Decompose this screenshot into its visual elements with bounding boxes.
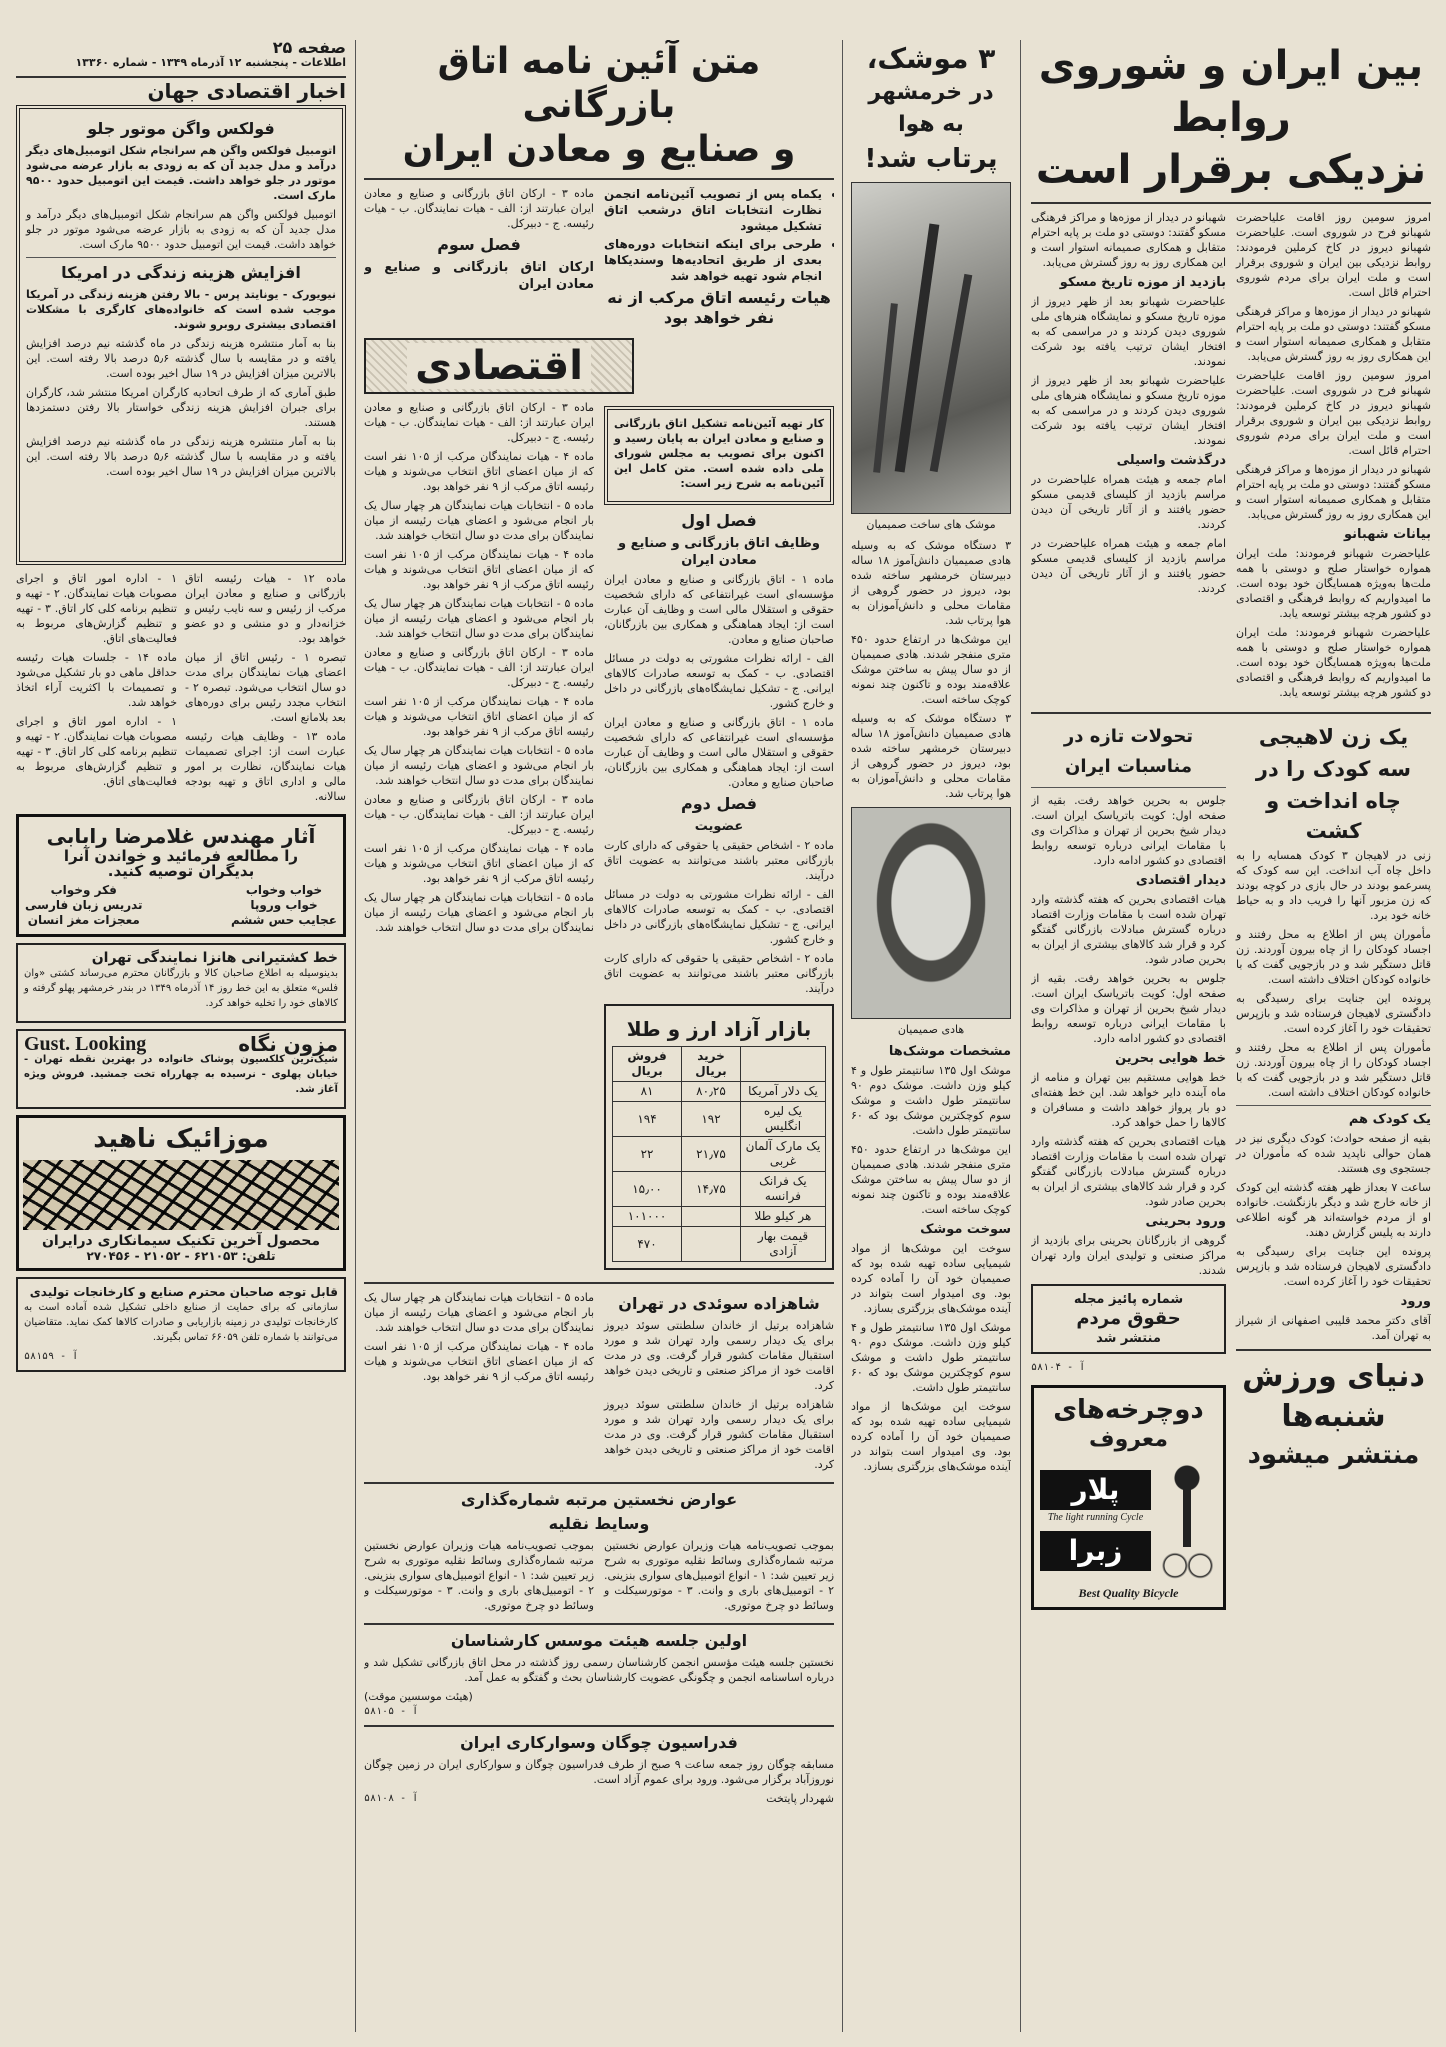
code-2: آ - ۵۸۱۰۵ <box>364 1706 419 1717</box>
market-sell: ۴۷۰ <box>613 1227 682 1262</box>
rockets-photo <box>851 182 1011 514</box>
rockets-sub-1: مشخصات موشک‌ها <box>888 1044 1011 1059</box>
market-item: یک مارک آلمان غربی <box>740 1137 825 1172</box>
polo-headline: فدراسیون چوگان وسوارکاری ایران <box>460 1733 738 1752</box>
experts-signature: (هیئت موسسین موقت) <box>364 1690 473 1703</box>
chamber-cont-body-3: تبصره ۱ - رئیس اتاق از میان اعضای هیات نمایندگان برای مدت دو سال انتخاب می‌شود. تبصره ۲ - انتخاب مجدد رئیس برای دوره‌های بعد بلامانع است. <box>185 651 346 724</box>
chamber-cont-body-2: ماده ۱۲ - هیات رئیسه اتاق بازرگانی و صنایع و معادن ایران مرکب از رئیس و سه نایب رئیس و خزانه‌دار و دو منشی و دو عضو خواهد بود. <box>185 572 346 645</box>
gust-ad <box>16 1029 346 1109</box>
iran-ussr-headline-1: بین ایران و شوروی روابط <box>1038 43 1424 141</box>
iran-ussr-sub-3: بیانات شهبانو <box>1343 527 1431 542</box>
iran-ussr-body-4: امام جمعه و هیئت همراه علیاحضرت در مراسم بازدید از کلیسای قدیمی مسکو حضور یافتند و از آثار تاریخی آن دیدن کردند. <box>1031 473 1226 531</box>
developments-body-2b: هیات اقتصادی بحرین که هفته گذشته وارد تهران شده است با مقامات وزارت اقتصاد درباره گسترش مبادلات بازرگانی گفتگو کرد و قرار شد کالاهای بیشتری از ایران به بحرین صادر شود. <box>1031 1135 1226 1208</box>
table-row <box>613 1082 826 1102</box>
chamber-chapter-2-title: عضویت <box>694 819 744 834</box>
iran-ussr-body-4b: امام جمعه و هیئت همراه علیاحضرت در مراسم بازدید از کلیسای قدیمی مسکو حضور یافتند و از آثار تاریخی آن دیدن کردند. <box>1031 537 1226 595</box>
developments-body-2: هیات اقتصادی بحرین که هفته گذشته وارد تهران شده است با مقامات وزارت اقتصاد درباره گسترش مبادلات بازرگانی گفتگو کرد و قرار شد کالاهای بیشتری از ایران به بحرین صادر شود. <box>1031 893 1226 966</box>
nahid-title: موزائیک ناهید <box>93 1124 269 1154</box>
brand-2: زبرا <box>1040 1531 1151 1571</box>
chamber-body-5e: ماده ۴ - هیات نمایندگان مرکب از ۱۰۵ نفر است که از میان اعضای اتاق انتخاب می‌شوند و هیات رئیسه اتاق مرکب از ۹ نفر خواهد بود. <box>364 1340 595 1383</box>
chamber-intro-box <box>604 406 834 505</box>
chamber-body-6e: ماده ۵ - انتخابات هیات نمایندگان هر چهار سال یک بار انجام می‌شود و اعضای هیات رئیسه از میان نمایندگان برای مدت دو سال انتخاب خواهند شد. <box>364 1291 594 1334</box>
registration-body-b: بموجب تصویب‌نامه هیات وزیران عوارض نخستین مرتبه شماره‌گذاری وسائط نقلیه موتوری به شرح زیر تعیین شد: ۱ - انواع اتومبیل‌های سواری بنزینی. ۲ - اتومبیل‌های باری و وانت. ۳ - موتورسیکلت و وسائط دو چرخ موتوری. <box>364 1539 594 1612</box>
lahijan-body-2: مأموران پس از اطلاع به محل رفتند و اجساد کودکان را از چاه بیرون آوردند. زن قاتل دستگیر شد و در بازجویی گفت که با خانواده کودکان اختلاف داشته است. <box>1236 928 1431 986</box>
chamber-body-5d: ماده ۴ - هیات نمایندگان مرکب از ۱۰۵ نفر است که از میان اعضای اتاق انتخاب می‌شوند و هیات رئیسه اتاق مرکب از ۹ نفر خواهد بود. <box>364 842 595 885</box>
hanzla-headline: خط کشتیرانی هانزا نمایندگی تهران <box>91 950 338 966</box>
registration-headline-1: عوارض نخستین مرتبه شماره‌گذاری <box>460 1490 738 1509</box>
sports-line-2: شنبه‌ها <box>1281 1399 1386 1434</box>
rockets-headline-2: در خرمشهر <box>868 80 994 105</box>
chamber-bullet: • طرحی برای اینکه انتخابات دوره‌های بعدی از طریق اتحادیه‌ها وسندیکاها انجام شود تهیه خواهد شد <box>604 236 822 284</box>
prince-body: شاهزاده برتیل از خاندان سلطنتی سوئد دیروز برای یک دیدار رسمی وارد تهران شد و مورد استقبال مقامات کشور قرار گرفت. وی در مدت اقامت خود از مراکز صنعتی و تاریخی دیدن خواهد کرد. <box>604 1319 834 1392</box>
lahijan-body-4: بقیه از صفحه حوادث: کودک دیگری نیز در همان حوالی ناپدید شده که مأموران در جستجوی وی هستند. <box>1236 1132 1431 1175</box>
lahijan-body-1: زنی در لاهیجان ۳ کودک همسایه را به داخل چاه آب انداخت. این سه کودک که پسرعمو بودند در حال بازی در کوچه بودند که زن مزبور آنها را فریب داد و به حیاط خانه خود برد. <box>1236 849 1431 922</box>
lahijan-body-3b: پرونده این جنایت برای رسیدگی به دادگستری لاهیجان فرستاده شد و بازپرس تحقیقات خود را آغاز کرده است. <box>1236 1245 1431 1288</box>
hanzla-body: بدینوسیله به اطلاع صاحبان کالا و بازرگانان محترم می‌رساند کشتی «وان فلس» متعلق به این خط روز ۱۴ آذرماه ۱۳۴۹ در بندر خرمشهر پهلو گرفته و کالاهای خود را تخلیه خواهد کرد. <box>24 968 339 1009</box>
iran-ussr-body-2b: شهبانو در دیدار از موزه‌ها و مراکز فرهنگی مسکو گفتند: دوستی دو ملت بر پایه احترام متقابل و همکاری صمیمانه استوار است و این همکاری روز به روز گسترش می‌یابد. <box>1236 463 1431 521</box>
developments-sub-2: خط هوایی بحرین <box>1115 1051 1226 1066</box>
rockets-body-3: موشک اول ۱۳۵ سانتیمتر طول و ۴ کیلو وزن داشت. موشک دوم ۹۰ سانتیمتر طول داشت و موشک سوم کوچکترین موشک بود که ۶۰ سانتیمتر طول داشت. <box>851 1064 1011 1137</box>
gust-body: شیک‌ترین کلکسیون پوشاک خانواده در بهترین نقطه تهران - خیابان پهلوی - نرسیده به چهارراه تخت جمشید. فروش ویژه آغاز شد. <box>24 1054 338 1095</box>
iran-ussr-body-2: شهبانو در دیدار از موزه‌ها و مراکز فرهنگی مسکو گفتند: دوستی دو ملت بر پایه احترام متقابل و همکاری صمیمانه استوار است و این همکاری روز به روز گسترش می‌یابد. <box>1236 305 1431 363</box>
column-rockets <box>851 40 1011 2032</box>
reza-babaei-ad <box>16 814 346 937</box>
gust-persian-title: مزون نگاه <box>238 1032 338 1056</box>
market-sell: ۲۲ <box>613 1137 682 1172</box>
chamber-body-6b: ماده ۵ - انتخابات هیات نمایندگان هر چهار سال یک بار انجام می‌شود و اعضای هیات رئیسه از میان نمایندگان برای مدت دو سال انتخاب خواهند شد. <box>364 597 594 640</box>
market-header: فروش بریال <box>613 1047 682 1082</box>
market-buy <box>682 1207 741 1227</box>
market-sell: ۸۱ <box>613 1082 682 1102</box>
iran-ussr-sub-1: بازدید از موزه تاریخ مسکو <box>1059 275 1226 290</box>
market-item: یک فرانک فرانسه <box>740 1172 825 1207</box>
lahijan-body-5: ساعت ۷ بعداز ظهر هفته گذشته این کودک از خانه خارج شد و دیگر بازنگشت. خانواده او از مردم خواسته‌اند هر گونه اطلاعی دارند به پلیس گزارش دهند. <box>1236 1181 1431 1239</box>
code-1: آ - ۵۸۱۰۴ <box>1031 1362 1086 1373</box>
table-row <box>613 1102 826 1137</box>
market-buy: ۱۹۲ <box>682 1102 741 1137</box>
rockets-photo-caption: موشک های ساخت صمیمیان <box>866 518 996 531</box>
developments-headline: تحولات تازه در مناسبات ایران <box>1063 726 1194 777</box>
producers-ad <box>16 1277 346 1372</box>
column-rule <box>1020 40 1021 2032</box>
world-economy-box <box>16 105 346 565</box>
chamber-cont-body-1: ۱ - اداره امور اتاق و اجرای مصوبات هیات نمایندگان. ۲ - تهیه و تنظیم برنامه کلی کار اتاق. ۳ - تهیه و تنظیم گزارش‌های مربوط به فعالیت‌های اتاق. <box>16 572 177 645</box>
market-item: هر کیلو طلا <box>740 1207 825 1227</box>
rockets-body-2: این موشک‌ها در ارتفاع حدود ۴۵۰ متری منفجر شدند. هادی صمیمیان از دو سال پیش به ساختن موشک علاقه‌مند بوده و تاکنون چند نمونه کوچک ساخته است. <box>851 633 1011 706</box>
column-rule <box>842 40 843 2032</box>
code-4: آ - ۵۸۱۵۹ <box>24 1351 79 1362</box>
rockets-sub-2: سوخت موشک <box>920 1222 1011 1237</box>
table-row <box>613 1137 826 1172</box>
chamber-body-4-top: ماده ۳ - ارکان اتاق بازرگانی و صنایع و معادن ایران عبارتند از: الف - هیات نمایندگان. ب - هیات رئیسه. ج - دبیرکل. <box>364 187 594 230</box>
rockets-body-1b: ۳ دستگاه موشک که به وسیله هادی صمیمیان دانش‌آموز ۱۸ ساله دبیرستان خرمشهر ساخته شده بود، دیروز در حضور گروهی از مقامات محلی و دانش‌آموزان به هوا پرتاب شد. <box>851 712 1011 800</box>
chamber-bullet: • یکماه پس از تصویب آئین‌نامه انجمن نظارت انتخابات اتاق درشعب اتاق تشکیل میشود <box>604 186 822 234</box>
nahid-phone: تلفن: ۶۲۱۰۵۳ - ۲۱۰۵۲ - ۲۷۰۴۵۶ <box>86 1249 276 1263</box>
rights-line-2: حقوق مردم <box>1076 1308 1181 1329</box>
living-cost-headline: افزایش هزینه زندگی در امریکا <box>61 263 301 282</box>
iran-ussr-sub-2: درگذشت واسیلی <box>1116 453 1226 468</box>
market-item: یک لیره انگلیس <box>740 1102 825 1137</box>
chamber-chapter-2: فصل دوم <box>681 794 757 813</box>
lahijan-sub-2: ورود <box>1400 1294 1431 1309</box>
reza-babaei-headline: آثار مهندس غلامرضا رابابی <box>46 824 316 848</box>
market-item: یک دلار آمریکا <box>740 1082 825 1102</box>
chamber-body-1: ماده ۱ - اتاق بازرگانی و صنایع و معادن ایران مؤسسه‌ای است غیرانتفاعی که دارای شخصیت حقوقی و استقلال مالی است و وظایف آن عبارت است از: ایجاد هماهنگی و همکاری بین بازرگانان، صاحبان صنایع و معادن. <box>604 573 834 646</box>
chamber-body-5b: ماده ۴ - هیات نمایندگان مرکب از ۱۰۵ نفر است که از میان اعضای اتاق انتخاب می‌شوند و هیات رئیسه اتاق مرکب از ۹ نفر خواهد بود. <box>364 548 595 591</box>
chamber-body-2: الف - ارائه نظرات مشورتی به دولت در مسائل اقتصادی. ب - کمک به توسعه صادرات کالاهای ایرانی. ج - تشکیل نمایشگاه‌های بازرگانی در داخل و خارج کشور. <box>604 652 834 710</box>
market-buy: ۲۱٫۷۵ <box>682 1137 741 1172</box>
chamber-body-6c: ماده ۵ - انتخابات هیات نمایندگان هر چهار سال یک بار انجام می‌شود و اعضای هیات رئیسه از میان نمایندگان برای مدت دو سال انتخاب خواهند شد. <box>364 744 594 787</box>
rockets-body-3b: موشک اول ۱۳۵ سانتیمتر طول و ۴ کیلو وزن داشت. موشک دوم ۹۰ سانتیمتر طول داشت و موشک سوم کوچکترین موشک بود که ۶۰ سانتیمتر طول داشت. <box>851 1321 1011 1394</box>
bicycle-ad <box>1031 1385 1226 1610</box>
experts-headline: اولین جلسه هیئت موسس کارشناسان <box>450 1631 748 1650</box>
iran-ussr-body-3b: علیاحضرت شهبانو بعد از ظهر دیروز از موزه تاریخ مسکو و نمایشگاه هنرهای ملی شوروی دیدن کردند و در مراسمی که به افتخار ایشان ترتیب یافته بود شرکت نمودند. <box>1031 374 1226 447</box>
chamber-body-1b: ماده ۱ - اتاق بازرگانی و صنایع و معادن ایران مؤسسه‌ای است غیرانتفاعی که دارای شخصیت حقوقی و استقلال مالی است و وظایف آن عبارت است از: ایجاد هماهنگی و همکاری بین بازرگانان، صاحبان صنایع و معادن. <box>604 716 834 789</box>
chamber-headline-2: و صنایع و معادن ایران <box>402 129 796 170</box>
experts-body: نخستین جلسه هیئت مؤسس انجمن کارشناسان رسمی روز گذشته در محل اتاق بازرگانی تشکیل شد و درباره اساسنامه انجمن و چگونگی عضویت کارشناسان بحث و گفتگو به عمل آمد. <box>364 1656 834 1684</box>
book-title: تدریس زبان فارسی <box>25 898 143 912</box>
column-chamber <box>364 40 834 2032</box>
market-buy: ۱۴٫۷۵ <box>682 1172 741 1207</box>
chamber-headline-1: متن آئین نامه اتاق بازرگانی <box>437 41 761 126</box>
vw-body: اتومبیل فولکس واگن هم سرانجام شکل اتومبیل‌های دیگر درآمد و مدل جدید آن که به زودی به بازار عرضه می‌شود موتور در جلو خواهد داشت. قیمت این اتومبیل حدود ۹۵۰۰ مارک است. <box>26 144 336 202</box>
rockets-headline-4: پرتاب شد! <box>864 144 998 174</box>
bicycle-headline-1: دوچرخه‌های <box>1053 1395 1204 1425</box>
table-row <box>613 1227 826 1262</box>
registration-body: بموجب تصویب‌نامه هیات وزیران عوارض نخستین مرتبه شماره‌گذاری وسائط نقلیه موتوری به شرح زیر تعیین شد: ۱ - انواع اتومبیل‌های سواری بنزینی. ۲ - اتومبیل‌های باری و وانت. ۳ - موتورسیکلت و وسائط دو چرخ موتوری. <box>604 1539 834 1612</box>
developments-sub-1: دیدار اقتصادی <box>1135 873 1226 888</box>
bicycle-headline-2: معروف <box>1089 1427 1168 1452</box>
chamber-sub-headline: هیات رئیسه اتاق مرکب از نه نفر خواهد بود <box>607 288 831 327</box>
market-buy <box>682 1227 741 1262</box>
iran-ussr-body-1: امروز سومین روز اقامت علیاحضرت شهبانو فرح در شوروی است. علیاحضرت شهبانو دیروز در کاخ کرملین فرمودند: روابط نزدیکی بین ایران و شوروی برقرار است و ملت ایران برای مردم شوروی احترام قائل است. <box>1236 211 1431 299</box>
chamber-cont-body-1b: ۱ - اداره امور اتاق و اجرای مصوبات هیات نمایندگان. ۲ - تهیه و تنظیم برنامه کلی کار اتاق. ۳ - تهیه و تنظیم گزارش‌های مربوط به فعالیت‌های اتاق. <box>16 715 177 788</box>
market-box <box>604 1004 834 1270</box>
brand-2-latin: Best Quality Bicycle <box>1078 1586 1179 1600</box>
book-title: معجزات مغز انسان <box>27 913 140 927</box>
market-table <box>612 1046 826 1262</box>
economic-banner-text: اقتصادی <box>407 343 591 389</box>
market-title: بازار آزاد ارز و طلا <box>626 1017 812 1041</box>
developments-sub-3: ورود بحرینی <box>1145 1214 1226 1229</box>
chamber-chapter-3: فصل سوم <box>437 235 521 254</box>
section-title: اخبار اقتصادی جهان <box>147 79 346 103</box>
chamber-bullets <box>604 186 834 284</box>
issue-line: اطلاعات - پنجشنبه ۱۲ آذرماه ۱۳۴۹ - شماره ۱۳۳۶۰ <box>75 56 346 69</box>
book-title: خواب وخواب <box>245 883 323 897</box>
market-header <box>740 1047 825 1082</box>
sports-line-1: دنیای ورزش <box>1242 1359 1425 1394</box>
developments-body-3: خط هوایی مستقیم بین تهران و منامه از ماه آینده دایر خواهد شد. این خط هفته‌ای دو بار پرواز خواهد داشت و مسافران و کالاها را حمل خواهد کرد. <box>1031 1071 1226 1129</box>
reza-babaei-subline-1: را مطالعه فرمائید و خواندن آنرا <box>63 847 299 865</box>
chamber-cont-body-4: ماده ۱۳ - وظایف هیات رئیسه عبارت است از: اجرای تصمیمات هیات نمایندگان، نظارت بر امور مالی و اداری اتاق و تهیه بودجه سالانه. <box>185 730 346 803</box>
rockets-body-1: ۳ دستگاه موشک که به وسیله هادی صمیمیان دانش‌آموز ۱۸ ساله دبیرستان خرمشهر ساخته شده بود، دیروز در حضور گروهی از مقامات محلی و دانش‌آموزان به هوا پرتاب شد. <box>851 539 1011 627</box>
prince-body-b: شاهزاده برتیل از خاندان سلطنتی سوئد دیروز برای یک دیدار رسمی وارد تهران شد و مورد استقبال مقامات کشور قرار گرفت. وی در مدت اقامت خود از مراکز صنعتی و تاریخی دیدن خواهد کرد. <box>604 1398 834 1471</box>
chamber-body-6d: ماده ۵ - انتخابات هیات نمایندگان هر چهار سال یک بار انجام می‌شود و اعضای هیات رئیسه از میان نمایندگان برای مدت دو سال انتخاب خواهند شد. <box>364 891 594 934</box>
rockets-body-4b: سوخت این موشک‌ها از مواد شیمیایی ساده تهیه شده بود که صمیمیان خود آن را آماده کرده بود. وی امیدوار است بتواند در آینده موشک‌های بزرگتری بسازد. <box>851 1400 1011 1473</box>
chamber-body-4: ماده ۳ - ارکان اتاق بازرگانی و صنایع و معادن ایران عبارتند از: الف - هیات نمایندگان. ب - هیات رئیسه. ج - دبیرکل. <box>364 401 594 444</box>
chamber-body-2b: الف - ارائه نظرات مشورتی به دولت در مسائل اقتصادی. ب - کمک به توسعه صادرات کالاهای ایرانی. ج - تشکیل نمایشگاه‌های بازرگانی در داخل و خارج کشور. <box>604 888 834 946</box>
chamber-body-5: ماده ۴ - هیات نمایندگان مرکب از ۱۰۵ نفر است که از میان اعضای اتاق انتخاب می‌شوند و هیات رئیسه اتاق مرکب از ۹ نفر خواهد بود. <box>364 450 595 493</box>
market-sell: ۱۰۱۰۰۰ <box>613 1207 682 1227</box>
iran-ussr-headline-2: نزدیکی برقرار است <box>1035 147 1427 193</box>
chamber-body-4c: ماده ۳ - ارکان اتاق بازرگانی و صنایع و معادن ایران عبارتند از: الف - هیات نمایندگان. ب - هیات رئیسه. ج - دبیرکل. <box>364 793 594 836</box>
lahijan-headline-1: یک زن لاهیجی <box>1258 725 1409 749</box>
chamber-body-4b: ماده ۳ - ارکان اتاق بازرگانی و صنایع و معادن ایران عبارتند از: الف - هیات نمایندگان. ب - هیات رئیسه. ج - دبیرکل. <box>364 646 594 689</box>
lahijan-body-3: پرونده این جنایت برای رسیدگی به دادگستری لاهیجان فرستاده شد و بازپرس تحقیقات خود را آغاز کرده است. <box>1236 992 1431 1035</box>
rockets-body-2b: این موشک‌ها در ارتفاع حدود ۴۵۰ متری منفجر شدند. هادی صمیمیان از دو سال پیش به ساختن موشک علاقه‌مند بوده و تاکنون چند نمونه کوچک ساخته است. <box>851 1143 1011 1216</box>
iran-ussr-body-3: علیاحضرت شهبانو بعد از ظهر دیروز از موزه تاریخ مسکو و نمایشگاه هنرهای ملی شوروی دیدن کردند و در مراسمی که به افتخار ایشان ترتیب یافته بود شرکت نمودند. <box>1031 295 1226 368</box>
mosaic-pattern <box>23 1160 339 1230</box>
vw-body-b: اتومبیل فولکس واگن هم سرانجام شکل اتومبیل‌های دیگر درآمد و مدل جدید آن که به زودی به بازار عرضه می‌شود موتور در جلو خواهد داشت. قیمت این اتومبیل حدود ۹۵۰۰ مارک است. <box>26 208 336 251</box>
book-title: فکر وخواب <box>50 883 117 897</box>
developments-body-4: گروهی از بازرگانان بحرینی برای بازدید از مراکز صنعتی و تولیدی ایران وارد تهران شدند. <box>1031 1234 1226 1277</box>
iran-ussr-body-5b: علیاحضرت شهبانو فرمودند: ملت ایران همواره خواستار صلح و دوستی با همه ملت‌ها به‌ویژه همسایگان خود بوده است. ما امیدواریم که روابط فرهنگی و اقتصادی دو کشور هرچه بیشتر توسعه یابد. <box>1236 626 1431 699</box>
book-title: خواب وروپا <box>250 898 318 912</box>
rights-box <box>1031 1284 1226 1354</box>
column-iran-ussr <box>1031 40 1431 2032</box>
rights-line-3: منتشر شد <box>1096 1331 1161 1346</box>
column-rule <box>355 40 356 2032</box>
iran-ussr-body-2c: شهبانو در دیدار از موزه‌ها و مراکز فرهنگی مسکو گفتند: دوستی دو ملت بر پایه احترام متقابل و همکاری صمیمانه استوار است و این همکاری روز به روز گسترش می‌یابد. <box>1031 211 1226 269</box>
market-item: قیمت بهار آزادی <box>740 1227 825 1262</box>
gust-latin-title: Gust. Looking <box>24 1033 147 1055</box>
vw-headline: فولکس واگن موتور جلو <box>87 119 275 138</box>
lahijan-body-2b: مأموران پس از اطلاع به محل رفتند و اجساد کودکان را از چاه بیرون آوردند. زن قاتل دستگیر شد و در بازجویی گفت که با خانواده کودکان اختلاف داشته است. <box>1236 1041 1431 1099</box>
developments-body-1: جلوس به بحرین خواهد رفت. بقیه از صفحه اول: کویت باتریاسک ایران است. دیدار شیخ بحرین از تهران و مذاکرات وی با مقامات ایرانی درباره توسعه روابط اقتصادی دو کشور ادامه دارد. <box>1031 794 1226 867</box>
chamber-chapter-3-title: ارکان اتاق بازرگانی و صنایع و معادن ایران <box>364 260 594 292</box>
market-sell: ۱۹۴ <box>613 1102 682 1137</box>
reza-babaei-subline-2: بدیگران توصیه کنید. <box>107 862 255 880</box>
iran-ussr-body-1b: امروز سومین روز اقامت علیاحضرت شهبانو فرح در شوروی است. علیاحضرت شهبانو دیروز در کاخ کرملین فرمودند: روابط نزدیکی بین ایران و شوروی برقرار است و ملت ایران برای مردم شوروی احترام قائل است. <box>1236 369 1431 457</box>
chamber-body-6: ماده ۵ - انتخابات هیات نمایندگان هر چهار سال یک بار انجام می‌شود و اعضای هیات رئیسه از میان نمایندگان برای مدت دو سال انتخاب خواهند شد. <box>364 499 594 542</box>
chamber-cont-body-5: ماده ۱۴ - جلسات هیات رئیسه حداقل ماهی دو بار تشکیل می‌شود و تصمیمات با اکثریت آراء اتخاذ خواهد شد. <box>16 651 177 709</box>
living-cost-body-1: نیویورک - یونایتد پرس - بالا رفتن هزینه زندگی در آمریکا موجب شده است که خانواده‌های کارگری با مشکلات اقتصادی بیشتری روبرو شوند. <box>26 288 336 331</box>
living-cost-body-3: طبق آماری که از طرف اتحادیه کارگران امریکا منتشر شد، کارگران برای جبران افزایش هزینه زندگی خواستار بالا رفتن دستمزدها هستند. <box>26 386 336 429</box>
column-world-economy <box>16 40 346 2032</box>
market-header: خرید بریال <box>682 1047 741 1082</box>
chamber-body-3: ماده ۲ - اشخاص حقیقی یا حقوقی که دارای کارت بازرگانی معتبر باشند می‌توانند به عضویت اتاق درآیند. <box>604 839 834 882</box>
living-cost-body-2: بنا به آمار منتشره هزینه زندگی در ماه گذشته نیم درصد افزایش یافته و در مقایسه با سال گذشته ۵٫۶ درصد بالا رفته است. این بالاترین میزان افزایش در ۱۹ سال اخیر بوده است. <box>26 337 336 380</box>
lahijan-headline-3: چاه انداخت و کشت <box>1266 789 1401 843</box>
nahid-subtitle: محصول آخرین تکنیک سیمانکاری درایران <box>41 1233 321 1249</box>
sports-line-3: منتشر میشود <box>1247 1440 1420 1470</box>
chamber-chapter-1: فصل اول <box>681 511 757 530</box>
chamber-body-3b: ماده ۲ - اشخاص حقیقی یا حقوقی که دارای کارت بازرگانی معتبر باشند می‌توانند به عضویت اتاق درآیند. <box>604 952 834 995</box>
book-title: عجایب حس ششم <box>231 913 337 927</box>
iran-ussr-body-5: علیاحضرت شهبانو فرمودند: ملت ایران همواره خواستار صلح و دوستی با همه ملت‌ها به‌ویژه همسایگان خود بوده است. ما امیدواریم که روابط فرهنگی و اقتصادی دو کشور هرچه بیشتر توسعه یابد. <box>1236 547 1431 620</box>
hanzla-ad <box>16 943 346 1023</box>
prince-headline: شاهزاده سوئدی در تهران <box>618 1294 820 1313</box>
cyclist-figure <box>1157 1460 1217 1580</box>
nahid-ad <box>16 1115 346 1271</box>
chamber-chapter-1-title: وظایف اتاق بازرگانی و صنایع و معادن ایران <box>618 536 820 568</box>
lahijan-headline-2: سه کودک را در <box>1255 757 1412 781</box>
polo-signature: شهردار پایتخت <box>766 1792 834 1805</box>
brand-1-latin: The light running Cycle <box>1047 1511 1144 1523</box>
chamber-intro: کار تهیه آئین‌نامه تشکیل اتاق بازرگانی و صنایع و معادن ایران به پایان رسید و اکنون برای تصویب به مجلس شورای ملی داده شده است. متن کامل این آئین‌نامه به شرح زیر است: <box>614 417 824 490</box>
portrait-photo <box>851 807 1011 1019</box>
rockets-headline-1: ۳ موشک، <box>866 42 996 75</box>
economic-banner <box>364 338 634 394</box>
market-buy: ۸۰٫۲۵ <box>682 1082 741 1102</box>
table-row <box>613 1207 826 1227</box>
developments-body-1b: جلوس به بحرین خواهد رفت. بقیه از صفحه اول: کویت باتریاسک ایران است. دیدار شیخ بحرین از تهران و مذاکرات وی با مقامات ایرانی درباره توسعه روابط اقتصادی دو کشور ادامه دارد. <box>1031 972 1226 1045</box>
portrait-caption: هادی صمیمیان <box>897 1023 965 1036</box>
rockets-body-4: سوخت این موشک‌ها از مواد شیمیایی ساده تهیه شده بود که صمیمیان خود آن را آماده کرده بود. وی امیدوار است بتواند در آینده موشک‌های بزرگتری بسازد. <box>851 1242 1011 1315</box>
rights-line-1: شماره پائیز مجله <box>1073 1292 1184 1307</box>
registration-headline-2: وسایط نقلیه <box>548 1514 650 1533</box>
producers-body: سازمانی که برای حمایت از صنایع داخلی تشکیل شده آماده است به کارخانجات تولیدی در زمینه بازاریابی و صادرات کالاها کمک نماید. متقاضیان می‌توانند با شماره تلفن ۶۶۰۵۹ تماس بگیرند. <box>24 1302 338 1343</box>
code-3: آ - ۵۸۱۰۸ <box>364 1793 419 1804</box>
page-label: صفحه ۲۵ <box>272 40 346 57</box>
brand-1: پلار <box>1040 1470 1151 1510</box>
producers-headline: قابل توجه صاحبان محترم صنایع و کارخانجات تولیدی <box>29 1285 338 1299</box>
polo-body: مسابقه چوگان روز جمعه ساعت ۹ صبح از طرف فدراسیون چوگان و سوارکاری ایران در زمین چوگان نوروزآباد برگزار می‌شود. ورود برای عموم آزاد است. <box>364 1758 834 1786</box>
lahijan-body-6: آقای دکتر محمد قلیبی اصفهانی از شیراز به تهران آمد. <box>1236 1314 1431 1342</box>
chamber-body-5c: ماده ۴ - هیات نمایندگان مرکب از ۱۰۵ نفر است که از میان اعضای اتاق انتخاب می‌شوند و هیات رئیسه اتاق مرکب از ۹ نفر خواهد بود. <box>364 695 595 738</box>
market-sell: ۱۵٫۰۰ <box>613 1172 682 1207</box>
table-row <box>613 1172 826 1207</box>
living-cost-body-2b: بنا به آمار منتشره هزینه زندگی در ماه گذشته نیم درصد افزایش یافته و در مقایسه با سال گذشته ۵٫۶ درصد بالا رفته است. این بالاترین میزان افزایش در ۱۹ سال اخیر بوده است. <box>26 435 336 478</box>
rockets-headline-3: به هوا <box>898 112 964 137</box>
lahijan-sub-1: یک کودک هم <box>1348 1112 1431 1127</box>
